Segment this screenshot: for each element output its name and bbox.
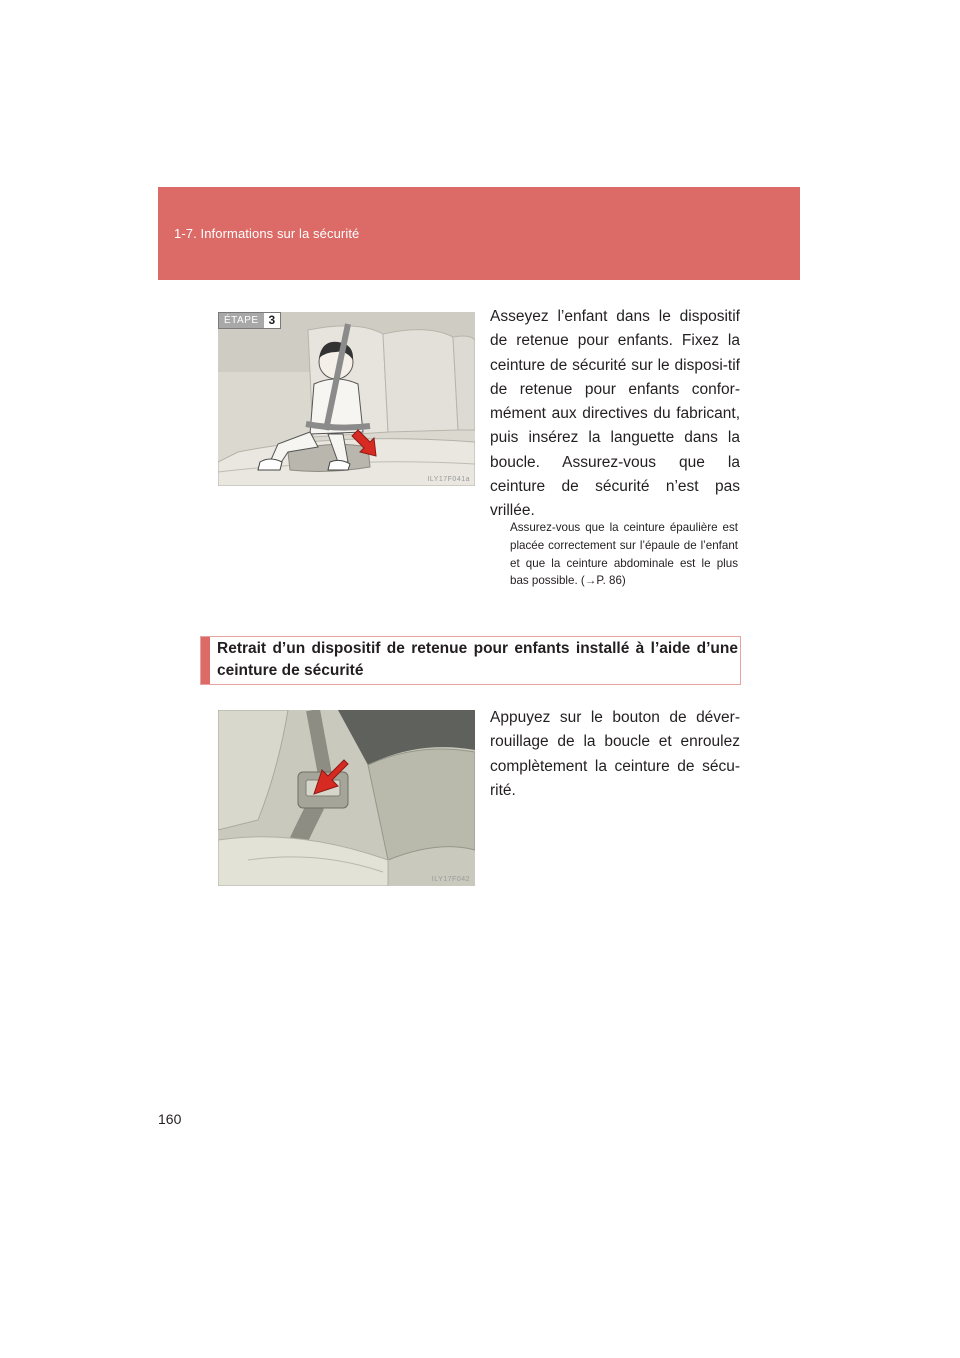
figure-code: ILY17F042 <box>431 876 470 883</box>
step-label: ÉTAPE <box>219 313 264 328</box>
instruction-paragraph-1: Asseyez l’enfant dans le dispositif de retenue pour enfants. Fixez la ceinture de sécurité sur le disposi-tif de retenue pour enfants confor-mément aux directives du fabricant, puis insérez la languette dans la boucle. Assurez-vous que la ceinture de sécurité n’est pas vrillée. <box>490 308 740 520</box>
section-heading-box <box>200 636 741 685</box>
figure-code: ILY17F041a <box>427 476 470 483</box>
section-accent-bar <box>201 637 210 684</box>
section-header-band <box>158 187 800 280</box>
note-paragraph: Assurez-vous que la ceinture épaulière est placée correctement sur l’épaule de l’enfant et que la ceinture abdominale est le plus bas possible. (→P. 86) <box>510 521 738 588</box>
section-heading: Retrait d’un dispositif de retenue pour enfants installé à l’aide d’une ceinture de sécurité <box>217 640 738 679</box>
step-badge <box>218 312 281 329</box>
buckle-release-illustration <box>218 710 475 886</box>
child-seat-drawing <box>218 312 475 486</box>
page-number: 160 <box>158 1111 182 1127</box>
child-seat-illustration <box>218 312 475 486</box>
section-header-title: 1-7. Informations sur la sécurité <box>174 226 360 241</box>
buckle-release-drawing <box>218 710 475 886</box>
instruction-paragraph-2: Appuyez sur le bouton de déver-rouillage de la boucle et enroulez complètement la ceinture de sécu-rité. <box>490 709 740 799</box>
step-number: 3 <box>268 313 276 327</box>
